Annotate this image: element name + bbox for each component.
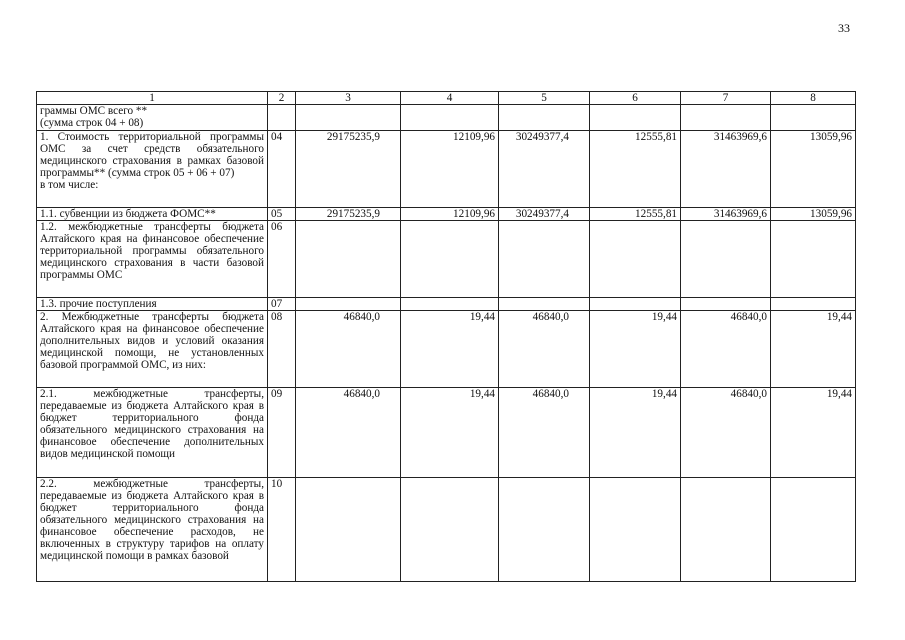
cell-col-5 <box>499 105 590 131</box>
row-description: 2. Межбюджетные трансферты бюджета Алтайского края на финансовое обеспечение дополнительных видов и условий оказания медицинской помощи, не установленных базовой программой ОМС, из них: <box>37 311 268 388</box>
cell-col-7: 46840,0 <box>681 311 771 388</box>
cell-col-5: 46840,0 <box>499 388 590 478</box>
cell-col-8 <box>771 478 856 582</box>
cell-col-3: 29175235,9 <box>296 131 401 208</box>
cell-col-3 <box>296 221 401 298</box>
budget-table <box>36 91 856 582</box>
row-description: 2.2. межбюджетные трансферты, передаваемые из бюджета Алтайского края в бюджет территориального фонда обязательного медицинского страхования на финансовое обеспечение расходов, не включенных в структуру тарифов на оплату медицинской помощи в рамках базовой <box>37 478 268 582</box>
cell-col-8: 19,44 <box>771 388 856 478</box>
cell-col-6 <box>590 221 681 298</box>
cell-col-3: 46840,0 <box>296 388 401 478</box>
row-code: 10 <box>268 478 296 582</box>
cell-col-5 <box>499 298 590 311</box>
table-row <box>37 311 856 388</box>
cell-col-7 <box>681 298 771 311</box>
row-description: 1.1. субвенции из бюджета ФОМС** <box>37 208 268 221</box>
cell-col-5: 30249377,4 <box>499 208 590 221</box>
cell-col-4 <box>401 221 499 298</box>
cell-col-3 <box>296 478 401 582</box>
table-row <box>37 208 856 221</box>
cell-col-5 <box>499 478 590 582</box>
cell-col-5: 30249377,4 <box>499 131 590 208</box>
cell-col-8 <box>771 221 856 298</box>
col-header-2: 2 <box>268 92 296 105</box>
cell-col-5 <box>499 221 590 298</box>
cell-col-6: 19,44 <box>590 311 681 388</box>
cell-col-8: 13059,96 <box>771 131 856 208</box>
cell-col-6: 19,44 <box>590 388 681 478</box>
cell-col-4 <box>401 478 499 582</box>
cell-col-8: 13059,96 <box>771 208 856 221</box>
row-description: 1.2. межбюджетные трансферты бюджета Алтайского края на финансовое обеспечение территориальной программы обязательного медицинского страхования в части базовой программы ОМС <box>37 221 268 298</box>
col-header-8: 8 <box>771 92 856 105</box>
row-code: 08 <box>268 311 296 388</box>
cell-col-8: 19,44 <box>771 311 856 388</box>
cell-col-4: 12109,96 <box>401 131 499 208</box>
row-description: граммы ОМС всего ** (сумма строк 04 + 08) <box>37 105 268 131</box>
col-header-3: 3 <box>296 92 401 105</box>
cell-col-3: 29175235,9 <box>296 208 401 221</box>
row-description: 1. Стоимость территориальной программы ОМС за счет средств обязательного медицинского страхования в рамках базовой программы** (сумма строк 05 + 06 + 07) в том числе: <box>37 131 268 208</box>
cell-col-4: 12109,96 <box>401 208 499 221</box>
row-code <box>268 105 296 131</box>
cell-col-4: 19,44 <box>401 388 499 478</box>
cell-col-7: 31463969,6 <box>681 131 771 208</box>
table-row <box>37 131 856 208</box>
row-code: 07 <box>268 298 296 311</box>
row-code: 06 <box>268 221 296 298</box>
table-row <box>37 478 856 582</box>
cell-col-7 <box>681 221 771 298</box>
col-header-4: 4 <box>401 92 499 105</box>
table-row <box>37 105 856 131</box>
cell-col-4: 19,44 <box>401 311 499 388</box>
table-row <box>37 221 856 298</box>
cell-col-6 <box>590 105 681 131</box>
row-code: 05 <box>268 208 296 221</box>
row-description: 2.1. межбюджетные трансферты, передаваемые из бюджета Алтайского края в бюджет территориального фонда обязательного медицинского страхования на финансовое обеспечение дополнительных видов медицинской помощи <box>37 388 268 478</box>
col-header-6: 6 <box>590 92 681 105</box>
cell-col-7 <box>681 478 771 582</box>
cell-col-6: 12555,81 <box>590 131 681 208</box>
cell-col-4 <box>401 105 499 131</box>
cell-col-6: 12555,81 <box>590 208 681 221</box>
cell-col-6 <box>590 478 681 582</box>
col-header-1: 1 <box>37 92 268 105</box>
cell-col-6 <box>590 298 681 311</box>
cell-col-3 <box>296 105 401 131</box>
cell-col-8 <box>771 105 856 131</box>
cell-col-5: 46840,0 <box>499 311 590 388</box>
header-row <box>37 92 856 105</box>
cell-col-7: 31463969,6 <box>681 208 771 221</box>
row-code: 09 <box>268 388 296 478</box>
row-description: 1.3. прочие поступления <box>37 298 268 311</box>
page-number: 33 <box>838 21 850 35</box>
cell-col-3 <box>296 298 401 311</box>
table-row <box>37 298 856 311</box>
cell-col-4 <box>401 298 499 311</box>
cell-col-7 <box>681 105 771 131</box>
row-code: 04 <box>268 131 296 208</box>
col-header-5: 5 <box>499 92 590 105</box>
col-header-7: 7 <box>681 92 771 105</box>
cell-col-7: 46840,0 <box>681 388 771 478</box>
cell-col-3: 46840,0 <box>296 311 401 388</box>
table-row <box>37 388 856 478</box>
cell-col-8 <box>771 298 856 311</box>
